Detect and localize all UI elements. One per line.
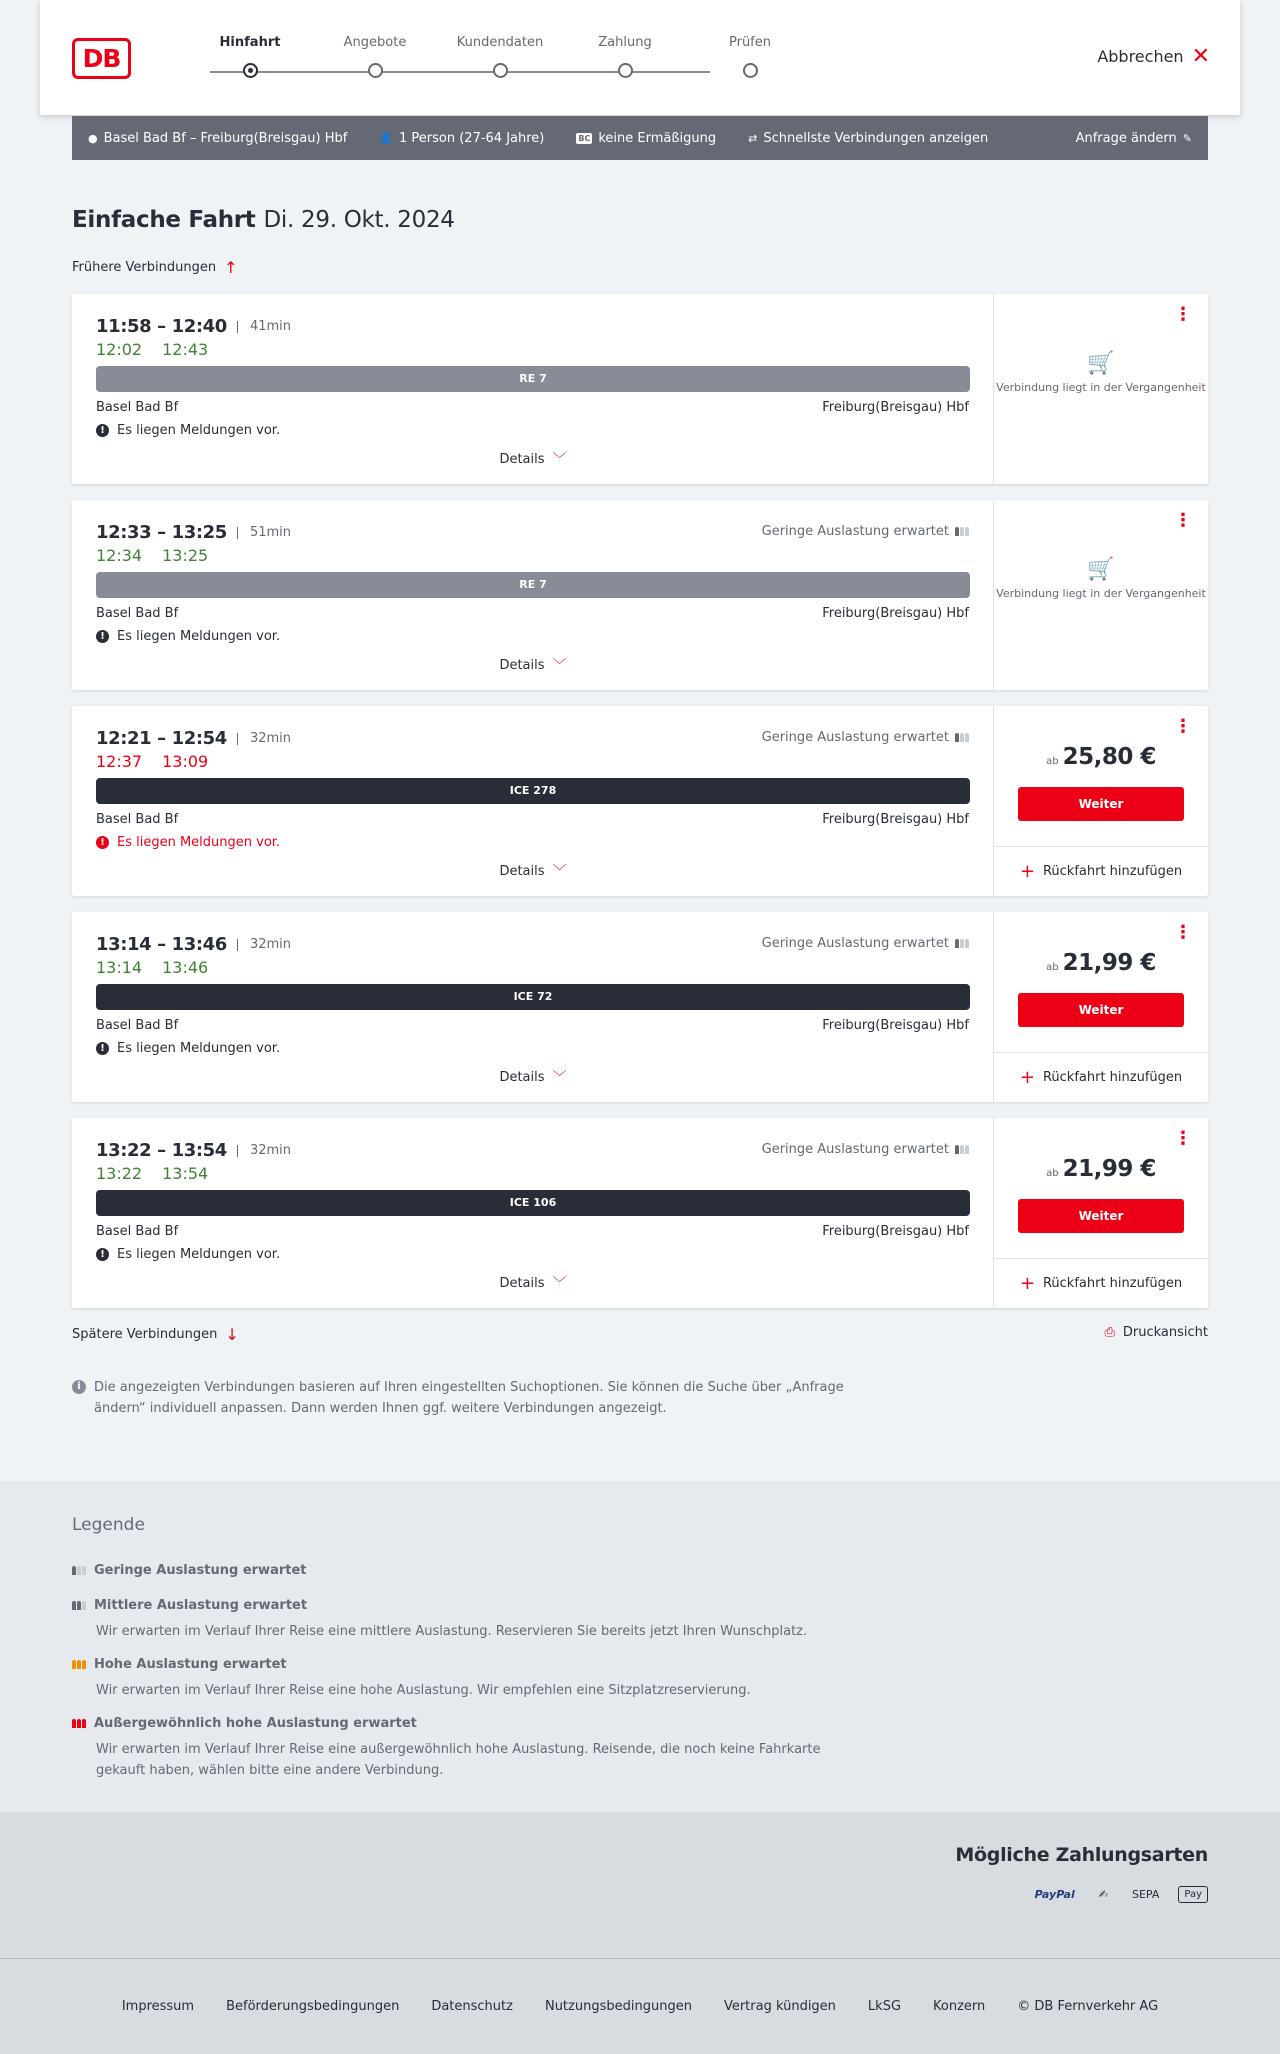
realtime-departure: 13:14 [96,958,143,977]
more-options-icon[interactable]: ⋮ [1174,922,1192,943]
departure-station: Basel Bad Bf [96,400,179,415]
step-zahlung [560,35,690,50]
cart-disabled-icon: 🛒 [1087,557,1115,582]
chevron-down-icon: ﹀ [552,863,567,880]
sepa-icon: SEPA [1131,1888,1160,1901]
traveler-summary [379,131,544,146]
search-info-note [72,1377,852,1419]
route-summary [88,131,347,146]
more-options-icon[interactable]: ⋮ [1174,1128,1192,1149]
arrival-station: Freiburg(Breisgau) Hbf [822,606,969,621]
fastest-connections-toggle[interactable] [748,131,988,146]
legend-item-very-high [72,1716,852,1781]
arrival-station: Freiburg(Breisgau) Hbf [822,1224,969,1239]
details-toggle[interactable] [72,864,994,879]
offer-area [994,706,1208,896]
footer-link-lksg[interactable]: LkSG [867,1999,902,2014]
exclamation-icon: ! [96,424,109,437]
step-label: Kundendaten [456,35,544,50]
booking-header [40,0,1240,115]
later-label: Spätere Verbindungen [72,1327,218,1342]
occupancy-text: Geringe Auslastung erwartet [761,936,949,951]
step-dot-icon [743,63,758,78]
more-options-icon[interactable]: ⋮ [1174,510,1192,531]
notice-message [96,1247,280,1262]
apple-pay-icon: Pay [1178,1886,1208,1903]
details-toggle[interactable] [72,658,994,673]
connection-card[interactable] [72,912,1208,1102]
realtime-arrival: 13:25 [162,546,209,565]
direct-debit-icon: ✍ [1098,1888,1108,1901]
occupancy-text: Geringe Auslastung erwartet [761,730,949,745]
legend-section [0,1481,1280,1812]
page-title [72,207,455,233]
occupancy-low-icon [955,939,969,948]
scheduled-times: 13:14 – 13:46 [96,934,227,955]
notice-text: Es liegen Meldungen vor. [117,835,281,850]
realtime-times [96,340,208,359]
chevron-down-icon: ﹀ [552,657,567,674]
connection-card[interactable] [72,1118,1208,1308]
arrival-station: Freiburg(Breisgau) Hbf [822,400,969,415]
notice-text: Es liegen Meldungen vor. [117,1247,281,1262]
trip-date: Di. 29. Okt. 2024 [263,207,455,233]
step-label: Angebote [343,35,407,50]
cart-disabled-icon: 🛒 [1087,351,1115,376]
scheduled-times: 13:22 – 13:54 [96,1140,227,1161]
train-bar: ICE 278 [96,778,970,804]
realtime-departure: 12:37 [96,752,143,771]
details-label: Details [499,658,545,673]
info-icon: i [72,1380,86,1394]
footer-link-impressum[interactable]: Impressum [121,1999,195,2014]
details-label: Details [499,1276,545,1291]
print-label: Druckansicht [1122,1325,1208,1340]
exclamation-icon: ! [96,630,109,643]
exclamation-icon: ! [96,1042,109,1055]
step-pruefen [685,35,815,50]
realtime-times [96,1164,208,1183]
duration: 51min [237,527,291,539]
connection-times [96,1140,291,1161]
realtime-arrival: 13:09 [162,752,209,771]
offer-area [994,1118,1208,1308]
past-connection-notice [994,351,1208,396]
departure-station: Basel Bad Bf [96,1224,179,1239]
realtime-times [96,752,208,771]
notice-text: Es liegen Meldungen vor. [117,1041,281,1056]
step-dot-icon [243,63,258,78]
legend-item-desc: Wir erwarten im Verlauf Ihrer Reise eine hohe Auslastung. Wir empfehlen eine Sitzplatzreservierung. [96,1683,751,1698]
occupancy-low-icon [955,527,969,536]
past-connection-notice [994,557,1208,602]
legend-item-high [72,1657,852,1701]
occupancy-info [762,730,969,745]
connection-details-area [72,500,994,690]
connection-times [96,728,291,749]
add-return-trip-button[interactable] [994,1052,1208,1102]
details-label: Details [499,1070,545,1085]
notice-message [96,423,280,438]
price [994,950,1208,976]
train-bar: RE 7 [96,366,970,392]
footer-link-nutzungsbedingungen[interactable]: Nutzungsbedingungen [544,1999,692,2014]
return-label: Rückfahrt hinzufügen [1042,1070,1183,1085]
earlier-connections-link[interactable] [72,258,238,277]
realtime-departure: 12:34 [96,546,143,565]
footer-link-befoerderungsbedingungen[interactable]: Beförderungsbedingungen [226,1999,400,2014]
occupancy-very-high-icon [72,1719,86,1728]
step-label: Prüfen [728,35,771,50]
offer-area [994,500,1208,690]
plus-icon: + [1019,1066,1035,1088]
legend-item-title: Hohe Auslastung erwartet [94,1657,287,1672]
connection-details-area [72,1118,994,1308]
legend-item-title: Geringe Auslastung erwartet [94,1563,307,1578]
footer-link-konzern[interactable]: Konzern [933,1999,986,2014]
offer-area [994,912,1208,1102]
payment-title: Mögliche Zahlungsarten [955,1844,1208,1866]
realtime-arrival: 12:43 [162,340,209,359]
add-return-trip-button[interactable] [994,846,1208,896]
train-bar: ICE 106 [96,1190,970,1216]
train-bar: ICE 72 [96,984,970,1010]
connection-details-area [72,706,994,896]
realtime-times [96,546,208,565]
scheduled-times: 12:33 – 13:25 [96,522,227,543]
info-text: Die angezeigten Verbindungen basieren auf Ihren eingestellten Suchoptionen. Sie können die Suche über „Anfrage ändern“ individuell anpassen. Dann werden Ihnen ggf. weitere Verbindungen angezeigt. [94,1380,844,1416]
past-text: Verbindung liegt in der Vergangenheit [996,587,1206,600]
step-label: Hinfahrt [219,35,281,50]
occupancy-low-icon [72,1566,86,1575]
occupancy-high-icon [72,1660,86,1669]
legend-item-medium [72,1598,852,1642]
more-options-icon[interactable]: ⋮ [1174,304,1192,325]
fastest-text: Schnellste Verbindungen anzeigen [763,130,989,146]
route-text: Basel Bad Bf – Freiburg(Breisgau) Hbf [103,130,348,146]
paypal-icon: PayPal [1034,1888,1075,1901]
connection-times [96,522,291,543]
departure-station: Basel Bad Bf [96,812,179,827]
earlier-label: Frühere Verbindungen [72,260,217,275]
arrow-down-icon: ↓ [225,1325,239,1344]
plus-icon: + [1019,860,1035,882]
offer-area [994,294,1208,484]
details-toggle[interactable] [72,1276,994,1291]
occupancy-text: Geringe Auslastung erwartet [761,1142,949,1157]
legend-item-title: Mittlere Auslastung erwartet [94,1598,308,1613]
chevron-down-icon: ﹀ [552,1069,567,1086]
connection-times [96,934,291,955]
realtime-departure: 13:22 [96,1164,143,1183]
weiter-button[interactable]: Weiter [1018,787,1184,821]
pencil-icon: ✎ [1182,131,1192,145]
connection-card[interactable] [72,706,1208,896]
connection-times [96,316,291,337]
exclamation-icon: ! [96,1248,109,1261]
duration: 32min [237,939,291,951]
occupancy-medium-icon [72,1601,86,1610]
realtime-arrival: 13:54 [162,1164,209,1183]
scheduled-times: 11:58 – 12:40 [96,316,227,337]
realtime-arrival: 13:46 [162,958,209,977]
cancel-label: Abbrechen [1097,47,1184,66]
footer-link-datenschutz[interactable]: Datenschutz [431,1999,513,2014]
notice-message [96,1041,280,1056]
connection-card[interactable] [72,500,1208,690]
more-options-icon[interactable]: ⋮ [1174,716,1192,737]
weiter-button[interactable]: Weiter [1018,993,1184,1027]
departure-station: Basel Bad Bf [96,606,179,621]
price [994,1156,1208,1182]
price-value: 21,99 € [1062,950,1156,976]
notice-message [96,835,280,850]
return-label: Rückfahrt hinzufügen [1042,1276,1183,1291]
chevron-down-icon: ﹀ [552,451,567,468]
arrow-up-icon: ↑ [224,258,238,277]
plus-icon: + [1019,1272,1035,1294]
step-dot-icon [493,63,508,78]
duration: 32min [237,1145,291,1157]
change-text: Anfrage ändern [1075,130,1177,146]
cancel-button[interactable] [1097,43,1210,69]
db-logo[interactable]: DB [72,38,131,79]
price-value: 21,99 € [1062,1156,1156,1182]
later-connections-link[interactable] [72,1325,239,1344]
notice-text: Es liegen Meldungen vor. [117,423,281,438]
exclamation-icon: ! [96,836,109,849]
step-angebote [310,35,440,50]
details-label: Details [499,864,545,879]
scheduled-times: 12:21 – 12:54 [96,728,227,749]
step-label: Zahlung [598,35,652,50]
step-dot-icon [368,63,383,78]
location-pin-icon: ● [88,131,98,145]
bahncard-icon: BC [578,133,591,143]
footer-link-vertrag-kuendigen[interactable]: Vertrag kündigen [723,1999,836,2014]
departure-station: Basel Bad Bf [96,1018,179,1033]
price-prefix: ab [1046,962,1059,973]
print-view-link[interactable] [1104,1325,1208,1340]
price-prefix: ab [1046,756,1059,767]
payment-icons [1030,1886,1208,1903]
discount-text: keine Ermäßigung [598,130,717,146]
realtime-departure: 12:02 [96,340,143,359]
past-text: Verbindung liegt in der Vergangenheit [996,381,1206,394]
discount-summary [576,131,716,146]
footer-copyright: © DB Fernverkehr AG [1017,1999,1159,2014]
step-kundendaten [435,35,565,50]
trip-type: Einfache Fahrt [72,207,256,233]
notice-text: Es liegen Meldungen vor. [117,629,281,644]
legend-title: Legende [72,1515,145,1535]
change-request-button[interactable] [1076,131,1192,146]
connection-card[interactable] [72,294,1208,484]
add-return-trip-button[interactable] [994,1258,1208,1308]
price-value: 25,80 € [1062,744,1156,770]
occupancy-text: Geringe Auslastung erwartet [761,524,949,539]
arrival-station: Freiburg(Breisgau) Hbf [822,812,969,827]
weiter-button[interactable]: Weiter [1018,1199,1184,1233]
realtime-times [96,958,208,977]
step-hinfahrt[interactable] [185,35,315,50]
chevron-down-icon: ﹀ [552,1275,567,1292]
step-dot-icon [618,63,633,78]
connection-details-area [72,912,994,1102]
connection-details-area [72,294,994,484]
legend-item-low [72,1563,852,1578]
legend-item-desc: Wir erwarten im Verlauf Ihrer Reise eine mittlere Auslastung. Reservieren Sie bereits jetzt Ihren Wunschplatz. [96,1624,808,1639]
details-toggle[interactable] [72,1070,994,1085]
notice-message [96,629,280,644]
details-toggle[interactable] [72,452,994,467]
search-summary-bar [72,116,1208,160]
payment-methods-section [0,1812,1280,1958]
details-label: Details [499,452,545,467]
price [994,744,1208,770]
duration: 41min [237,321,291,333]
price-prefix: ab [1046,1168,1059,1179]
occupancy-low-icon [955,733,969,742]
progress-line [210,71,710,73]
duration: 32min [237,733,291,745]
occupancy-info [762,936,969,951]
swap-arrows-icon: ⇄ [748,131,758,145]
occupancy-low-icon [955,1145,969,1154]
occupancy-info [762,524,969,539]
occupancy-info [762,1142,969,1157]
close-icon: ✕ [1191,43,1210,69]
person-icon: 👤 [379,131,393,145]
legend-item-title: Außergewöhnlich hohe Auslastung erwartet [94,1716,417,1731]
arrival-station: Freiburg(Breisgau) Hbf [822,1018,969,1033]
printer-icon: ⎙ [1104,1325,1115,1340]
footer [0,1958,1280,2054]
return-label: Rückfahrt hinzufügen [1042,864,1183,879]
traveler-text: 1 Person (27-64 Jahre) [399,130,545,146]
train-bar: RE 7 [96,572,970,598]
legend-item-desc: Wir erwarten im Verlauf Ihrer Reise eine außergewöhnlich hohe Auslastung. Reisende, die noch keine Fahrkarte gekauft haben, wählen bitte eine andere Verbindung. [96,1742,821,1778]
